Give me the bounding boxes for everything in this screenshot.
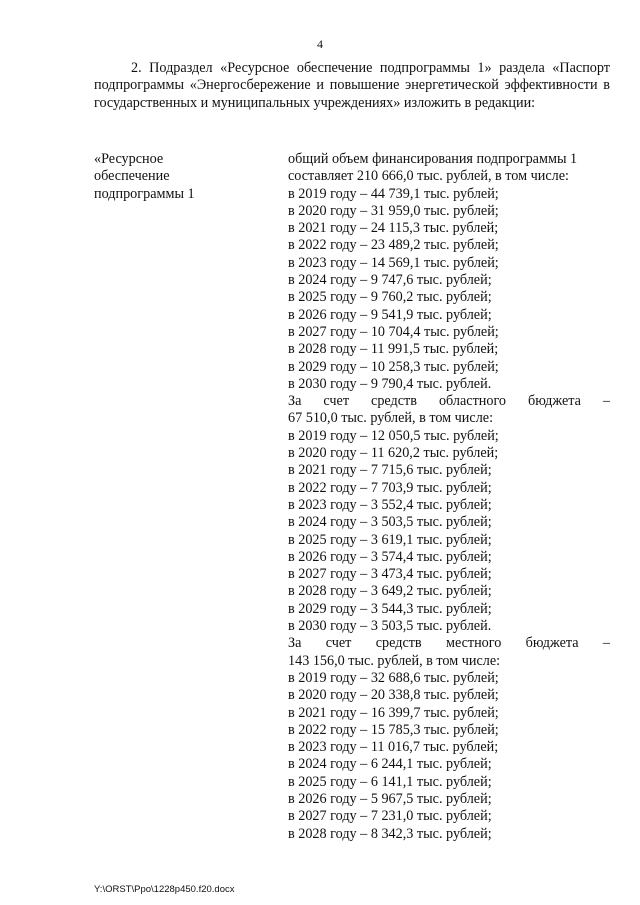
page-number: 4 (317, 37, 323, 51)
heading-word: – (602, 393, 610, 410)
resource-label (94, 151, 264, 203)
year-line: в 2024 году – 3 503,5 тыс. рублей; (288, 514, 492, 531)
year-line: в 2026 году – 3 574,4 тыс. рублей; (288, 548, 492, 565)
year-line: в 2026 году – 5 967,5 тыс. рублей; (288, 790, 492, 807)
year-line: в 2027 году – 10 704,4 тыс. рублей; (288, 323, 499, 340)
year-line: в 2028 году – 3 649,2 тыс. рублей; (288, 583, 492, 600)
heading-word: средств (375, 635, 422, 652)
year-line: в 2025 году – 6 141,1 тыс. рублей; (288, 773, 492, 790)
heading-word: средств (371, 393, 417, 410)
heading-word: счет (325, 635, 352, 652)
year-line: в 2027 году – 3 473,4 тыс. рублей; (288, 566, 492, 583)
year-line: в 2030 году – 9 790,4 тыс. рублей. (288, 375, 492, 392)
year-line: в 2027 году – 7 231,0 тыс. рублей; (288, 808, 492, 825)
year-line: в 2021 году – 24 115,3 тыс. рублей; (288, 220, 499, 237)
year-line: в 2030 году – 3 503,5 тыс. рублей. (288, 618, 492, 635)
year-line: в 2025 году – 9 760,2 тыс. рублей; (288, 289, 492, 306)
year-line: в 2024 году – 6 244,1 тыс. рублей; (288, 756, 492, 773)
year-line: в 2020 году – 20 338,8 тыс. рублей; (288, 687, 499, 704)
resource-label-line: «Ресурсное (94, 151, 164, 167)
heading-word: – (602, 635, 610, 652)
year-line: в 2028 году – 8 342,3 тыс. рублей; (288, 825, 492, 842)
year-line: в 2028 году – 11 991,5 тыс. рублей; (288, 341, 499, 358)
year-line: в 2020 году – 31 959,0 тыс. рублей; (288, 202, 499, 219)
heading-word: За (288, 635, 302, 652)
year-line: в 2023 году – 3 552,4 тыс. рублей; (288, 496, 492, 513)
heading-word: счет (323, 393, 350, 410)
year-line: в 2025 году – 3 619,1 тыс. рублей; (288, 531, 492, 548)
year-line: в 2022 году – 15 785,3 тыс. рублей; (288, 721, 499, 738)
local-budget-heading (288, 635, 610, 652)
year-line: в 2024 году – 9 747,6 тыс. рублей; (288, 272, 492, 289)
year-line: в 2023 году – 14 569,1 тыс. рублей; (288, 254, 499, 271)
year-line: в 2029 году – 3 544,3 тыс. рублей; (288, 600, 492, 617)
resource-label-line: обеспечение (94, 168, 170, 185)
resource-label-line: подпрограммы 1 (94, 185, 195, 202)
intro-paragraph: 2. Подраздел «Ресурсное обеспечение подпрограммы 1» раздела «Паспорт подпрограммы «Энергосбережение и повышение энергетической эффективности в государственных и муниципальных учреждениях» изложить в редакции: (94, 60, 610, 111)
total-funding-line: общий объем финансирования подпрограммы 1 (288, 151, 578, 167)
regional-budget-heading (288, 393, 610, 410)
footer-file-path: Y:\ORST\Ppo\1228p450.f20.docx (94, 884, 235, 895)
year-line: в 2029 году – 10 258,3 тыс. рублей; (288, 358, 499, 375)
heading-word: областного (438, 393, 507, 410)
year-line: в 2019 году – 32 688,6 тыс. рублей; (288, 669, 499, 686)
year-line: в 2023 году – 11 016,7 тыс. рублей; (288, 739, 499, 756)
year-line: в 2022 году – 7 703,9 тыс. рублей; (288, 479, 492, 496)
heading-word: бюджета (528, 393, 581, 410)
year-line: в 2021 году – 16 399,7 тыс. рублей; (288, 704, 499, 721)
year-line: в 2019 году – 12 050,5 тыс. рублей; (288, 427, 499, 444)
heading-word: местного (445, 635, 502, 652)
year-line: в 2026 году – 9 541,9 тыс. рублей; (288, 306, 492, 323)
local-budget-total: 143 156,0 тыс. рублей, в том числе: (288, 652, 501, 669)
year-line: в 2021 году – 7 715,6 тыс. рублей; (288, 462, 492, 479)
year-line: в 2022 году – 23 489,2 тыс. рублей; (288, 237, 499, 254)
year-line: в 2020 году – 11 620,2 тыс. рублей; (288, 445, 499, 462)
heading-word: бюджета (525, 635, 579, 652)
total-funding-line: составляет 210 666,0 тыс. рублей, в том числе: (288, 168, 569, 185)
regional-budget-total: 67 510,0 тыс. рублей, в том числе: (288, 410, 494, 427)
heading-word: За (288, 393, 302, 410)
year-line: в 2019 году – 44 739,1 тыс. рублей; (288, 185, 499, 202)
funding-details (288, 151, 610, 843)
